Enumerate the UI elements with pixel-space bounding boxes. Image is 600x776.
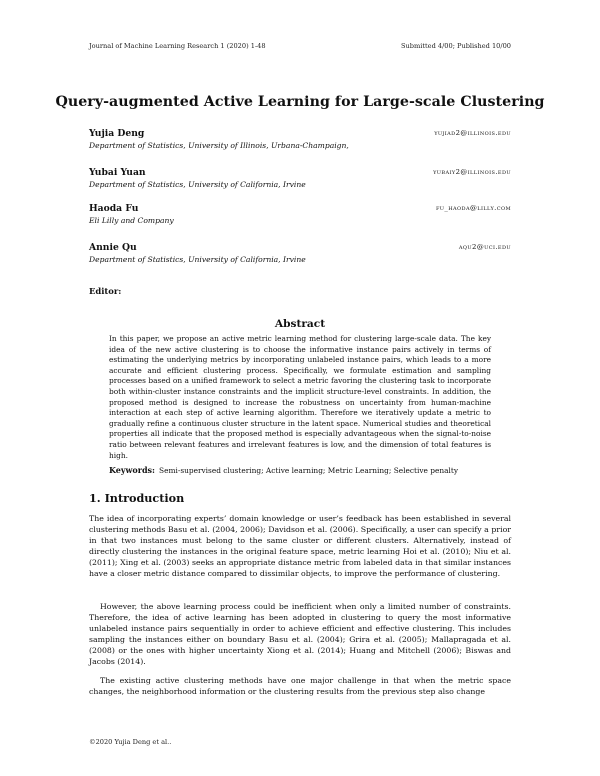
paragraph: However, the above learning process could be inefficient when only a limited number of constraints. Therefore, the idea of active learning has been adopted in clustering to query the most informative unlabeled instance pairs sequentially in order to achieve efficient and effective clustering. This includes sampling the instances either on boundary Basu et al. (2004); Grira et al. (2005); Mallapragada et al. (2008) or the ones with higher uncertainty Xiong et al. (2014); Huang and Mitchell (2006); Biswas and Jacobs (2014). bbox=[89, 602, 511, 667]
paper-title: Query-augmented Active Learning for Large-scale Clustering bbox=[55, 94, 545, 110]
paragraph: The existing active clustering methods have one major challenge in that when the metric space changes, the neighborhood information or the clustering results from the previous step also change bbox=[89, 676, 511, 697]
abstract-text: In this paper, we propose an active metric learning method for clustering large-scale data. The key idea of the new active clustering is to choose the informative instance pairs actively in terms of estimating the underlying metrics by incorporating unlabeled instance pairs, which leads to a more accurate and efficient clustering process. Specifically, we formulate estimation and sampling processes based on a unified framework to select a metric favoring the clustering task to incorporate both within-cluster instance constraints and the implicit structure-level constraints. In addition, the proposed method is designed to increase the robustness on uncertainty from human-machine interaction at each step of active learning algorithm. Therefore we iteratively update a metric to gradually refine a continuous cluster structure in the latent space. Numerical studies and theoretical properties all indicate that the proposed method is especially advantageous when the signal-to-noise ratio between relevant features and irrelevant features is low, and the dimension of total features is high. bbox=[109, 334, 491, 460]
author-email[interactable]: yujiad2@illinois.edu bbox=[434, 129, 511, 137]
journal-header: Journal of Machine Learning Research 1 (2020) 1-48 bbox=[89, 42, 266, 50]
author-affiliation: Department of Statistics, University of Illinois, Urbana-Champaign, bbox=[89, 141, 349, 150]
section-heading: 1. Introduction bbox=[89, 491, 185, 505]
author-name: Yujia Deng bbox=[89, 128, 145, 139]
keywords-list: Semi-supervised clustering; Active learning; Metric Learning; Selective penalty bbox=[159, 466, 459, 475]
author-name: Annie Qu bbox=[89, 242, 137, 253]
keywords-label: Keywords: bbox=[109, 465, 156, 475]
author-block bbox=[89, 167, 511, 191]
author-affiliation: Department of Statistics, University of California, Irvine bbox=[89, 180, 306, 189]
paragraph: The idea of incorporating experts’ domain knowledge or user’s feedback has been established in several clustering methods Basu et al. (2004, 2006); Davidson et al. (2006). Specifically, a user can specify a prior in that two instances must belong to the same cluster or different clusters. Alternatively, instead of directly clustering the instances in the original feature space, metric learning Hoi et al. (2010); Niu et al. (2011); Xing et al. (2003) seeks an appropriate distance metric from labeled data in that similar instances have a closer metric distance compared to dissimilar objects, to improve the performance of clustering. bbox=[89, 514, 511, 579]
author-email[interactable]: aqu2@uci.edu bbox=[458, 243, 511, 251]
copyright-footer: ©2020 Yujia Deng et al.. bbox=[89, 738, 172, 746]
abstract-heading: Abstract bbox=[274, 318, 326, 330]
editor-label: Editor: bbox=[89, 286, 122, 296]
author-email[interactable]: fu_haoda@lilly.com bbox=[435, 204, 511, 212]
author-name: Yubai Yuan bbox=[89, 167, 146, 178]
author-affiliation: Department of Statistics, University of California, Irvine bbox=[89, 255, 306, 264]
submission-dates: Submitted 4/00; Published 10/00 bbox=[401, 42, 511, 50]
author-affiliation: Eli Lilly and Company bbox=[89, 216, 174, 225]
keywords-line bbox=[109, 465, 501, 475]
author-name: Haoda Fu bbox=[89, 203, 139, 214]
author-email[interactable]: yubaiy2@illinois.edu bbox=[433, 168, 511, 176]
author-block bbox=[89, 242, 511, 266]
author-block bbox=[89, 203, 511, 227]
author-block bbox=[89, 128, 511, 152]
